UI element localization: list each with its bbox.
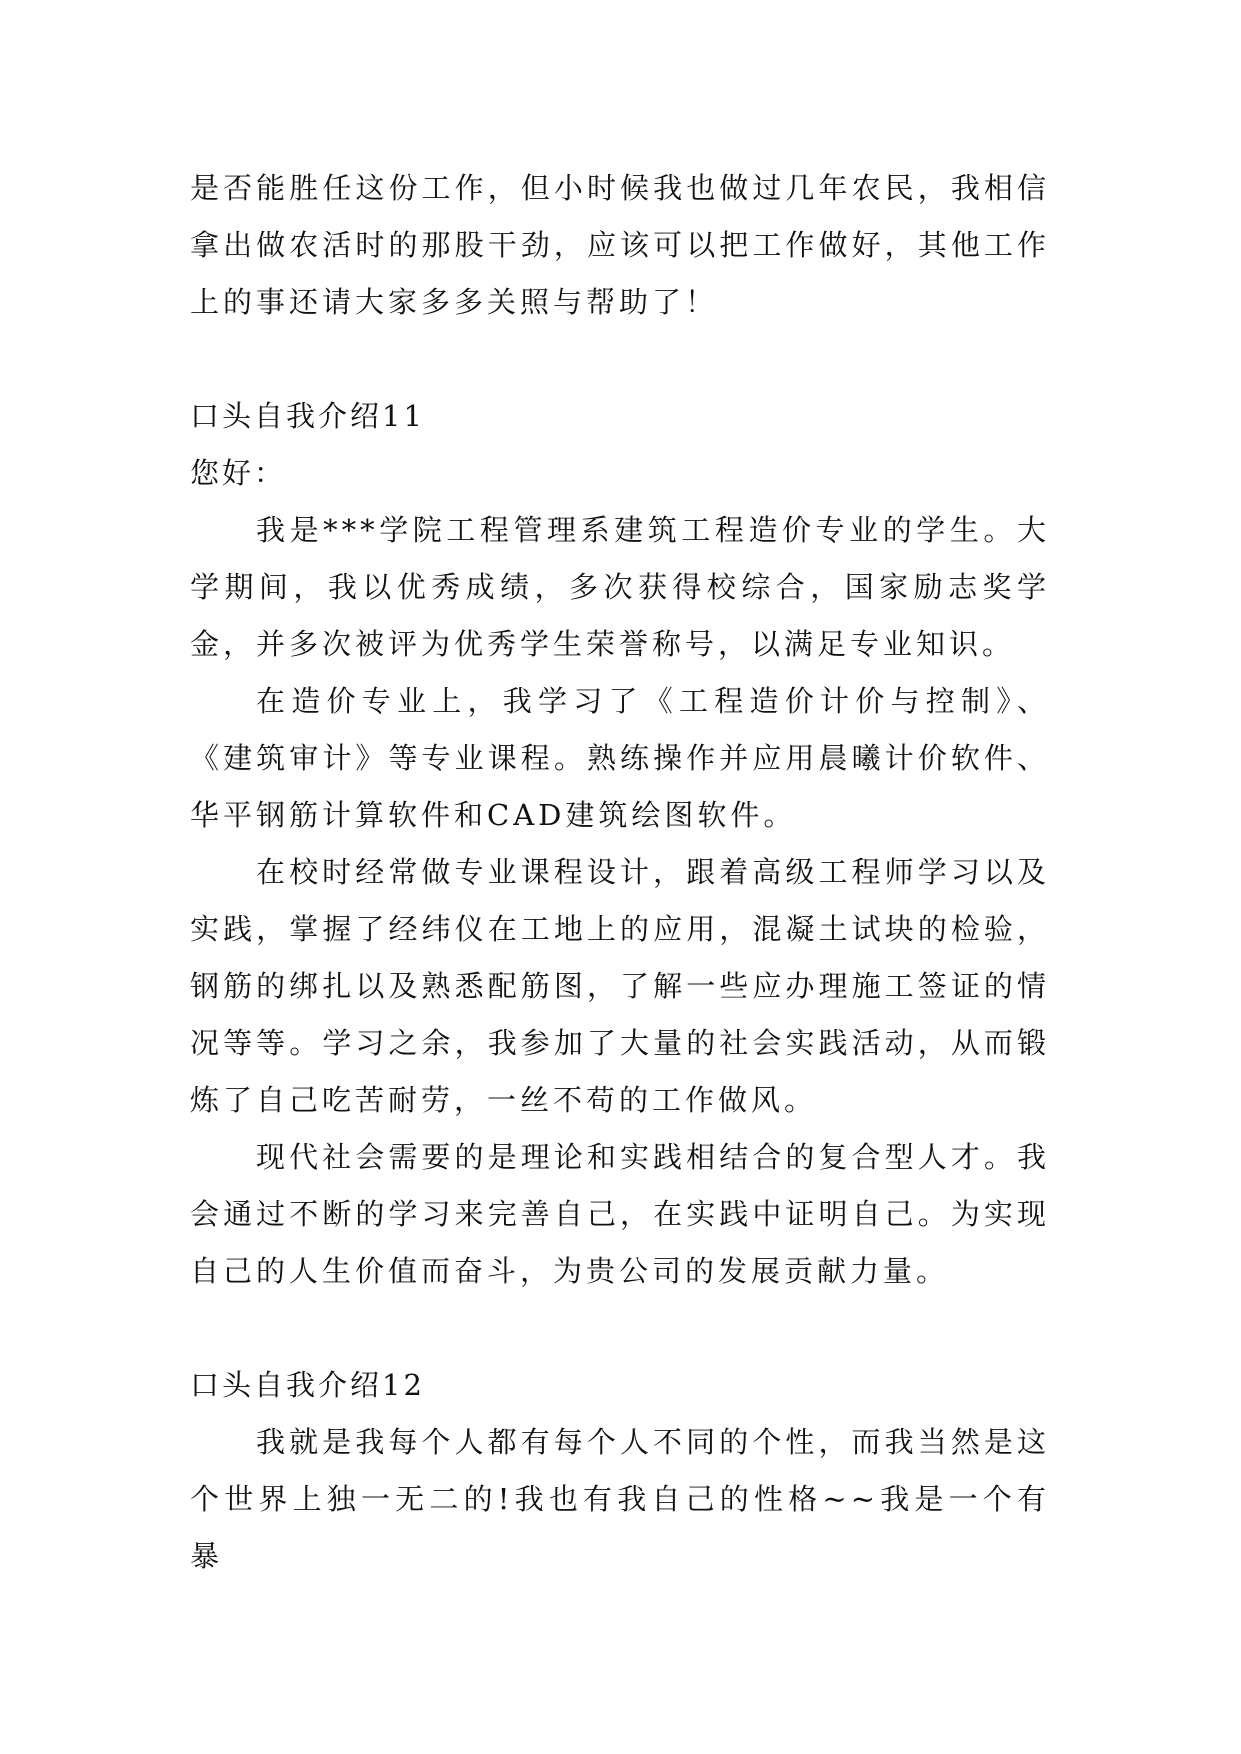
section-11-greeting: 您好： bbox=[190, 456, 287, 490]
section-11-paragraph-2: 在造价专业上，我学习了《工程造价计价与控制》、《建筑审计》等专业课程。熟练操作并应用晨曦计价软件、华平钢筋计算软件和CAD建筑绘图软件。 bbox=[190, 684, 1050, 832]
section-spacer bbox=[190, 1300, 1050, 1357]
document-body bbox=[190, 160, 1050, 1585]
section-12-title: 口头自我介绍12 bbox=[190, 1368, 425, 1402]
intro-continuation-paragraph: 是否能胜任这份工作，但小时候我也做过几年农民，我相信拿出做农活时的那股干劲，应该可以把工作做好，其他工作上的事还请大家多多关照与帮助了！ bbox=[190, 171, 1050, 319]
section-11-title: 口头自我介绍11 bbox=[190, 399, 425, 433]
section-spacer bbox=[190, 331, 1050, 388]
section-11-paragraph-4: 现代社会需要的是理论和实践相结合的复合型人才。我会通过不断的学习来完善自己，在实践中证明自己。为实现自己的人生价值而奋斗，为贵公司的发展贡献力量。 bbox=[190, 1140, 1050, 1288]
section-11-paragraph-3: 在校时经常做专业课程设计，跟着高级工程师学习以及实践，掌握了经纬仪在工地上的应用，混凝土试块的检验，钢筋的绑扎以及熟悉配筋图，了解一些应办理施工签证的情况等等。学习之余，我参加了大量的社会实践活动，从而锻炼了自己吃苦耐劳，一丝不苟的工作做风。 bbox=[190, 855, 1050, 1117]
section-12-paragraph-1: 我就是我每个人都有每个人不同的个性，而我当然是这个世界上独一无二的!我也有我自己的性格~~我是一个有暴 bbox=[190, 1425, 1050, 1573]
section-11-paragraph-1: 我是***学院工程管理系建筑工程造价专业的学生。大学期间，我以优秀成绩，多次获得校综合，国家励志奖学金，并多次被评为优秀学生荣誉称号，以满足专业知识。 bbox=[190, 513, 1050, 661]
